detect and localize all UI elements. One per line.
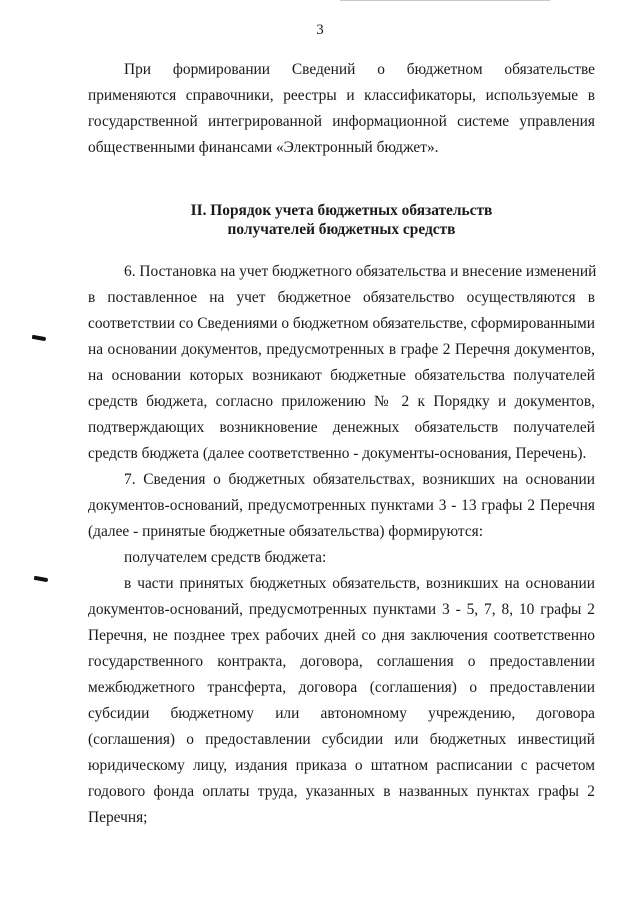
paragraph-line: годового фонда оплаты труда, указанных в названных пунктах графы 2 (88, 783, 595, 800)
paragraph-line: государственной интегрированной информационной системе управления (88, 113, 595, 130)
paragraph-line: 7. Сведения о бюджетных обязательствах, возникших на основании (124, 471, 595, 488)
paragraph-line: на основании которых возникают бюджетные обязательства получателей (88, 367, 595, 384)
paragraph-line: (далее - принятые бюджетные обязательства) формируются: (88, 523, 484, 540)
section-title: II. Порядок учета бюджетных обязательств (190, 202, 493, 219)
paragraph-line: 6. Постановка на учет бюджетного обязательства и внесение изменений (124, 263, 597, 280)
scan-mark (34, 576, 48, 582)
paragraph-line: документов-оснований, предусмотренных пунктами 3 - 13 графы 2 Перечня (88, 497, 595, 514)
paragraph-line: в части принятых бюджетных обязательств, возникших на основании (124, 575, 595, 592)
paragraph-line: применяются справочники, реестры и классификаторы, используемые в (88, 87, 595, 104)
paragraph-line: подтверждающих возникновение денежных обязательств получателей (88, 419, 595, 436)
paragraph-line: на основании документов, предусмотренных в графе 2 Перечня документов, (88, 341, 595, 358)
paragraph-line: соответствии со Сведениями о бюджетном обязательстве, сформированными (88, 315, 595, 332)
paragraph-line: общественными финансами «Электронный бюджет». (88, 139, 439, 156)
paragraph-line: юридическому лицу, издания приказа о штатном расписании с расчетом (88, 757, 595, 774)
paragraph-line: Перечня, не позднее трех рабочих дней со дня заключения соответственно (88, 627, 595, 644)
paragraph-line: При формировании Сведений о бюджетном обязательстве (124, 61, 595, 78)
paragraph-line: (соглашения) о предоставлении субсидии или бюджетных инвестиций (88, 731, 595, 748)
paragraph-line: Перечня; (88, 809, 148, 826)
paragraph-line: средств бюджета (далее соответственно - документы-основания, Перечень). (88, 445, 587, 462)
paragraph-line: в поставленное на учет бюджетное обязательство осуществляются в (88, 289, 595, 306)
paragraph-line: документов-оснований, предусмотренных пунктами 3 - 5, 7, 8, 10 графы 2 (88, 601, 595, 618)
paragraph-line: средств бюджета, согласно приложению № 2 к Порядку и документов, (88, 393, 595, 410)
paragraph-line: субсидии бюджетному или автономному учреждению, договора (88, 705, 595, 722)
paragraph-line: государственного контракта, договора, соглашения о предоставлении (88, 653, 595, 670)
paragraph-line: получателем средств бюджета: (124, 549, 327, 566)
paragraph-line: межбюджетного трансферта, договора (соглашения) о предоставлении (88, 679, 595, 696)
scan-mark (32, 335, 46, 341)
section-title: получателей бюджетных средств (227, 221, 456, 238)
scan-edge-line (340, 0, 550, 1)
page-number: 3 (316, 22, 324, 38)
